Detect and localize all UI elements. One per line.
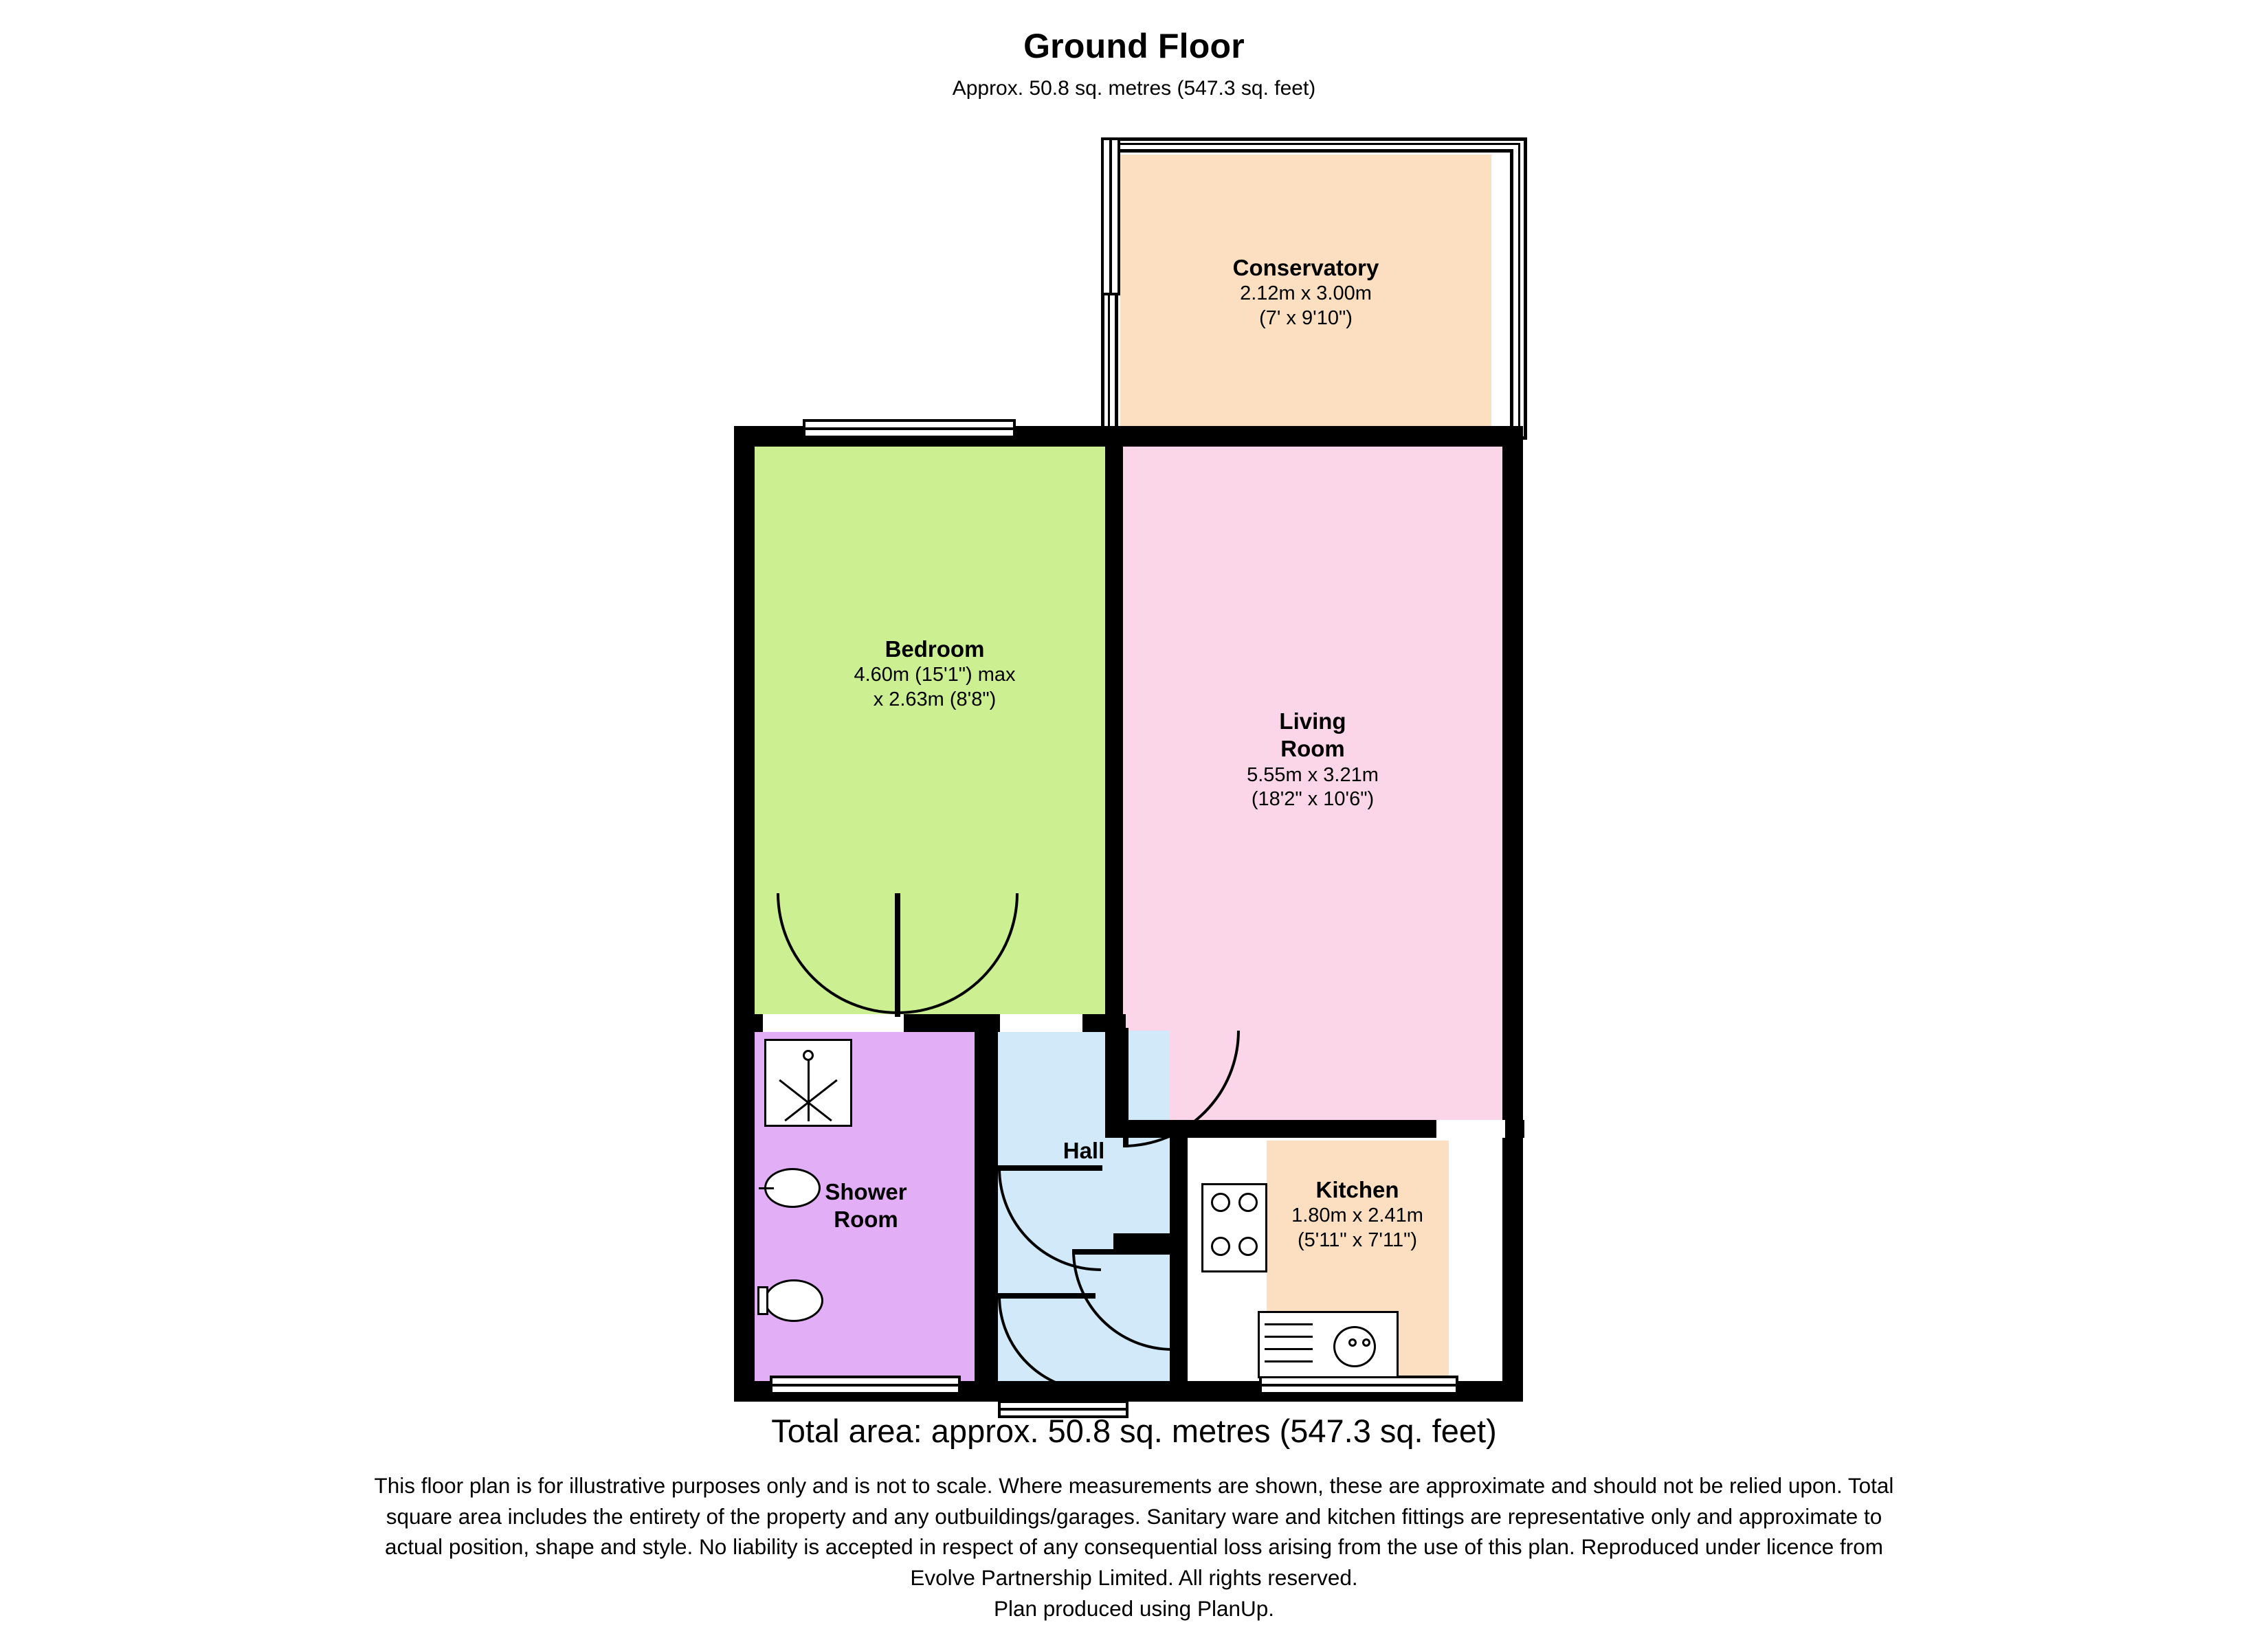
disclaimer-line-2: square area includes the entirety of the property and any outbuildings/garages. Sanitary ware and kitchen fittings are representative only and approximate to (386, 1503, 1882, 1529)
sink-bowl-icon (1333, 1326, 1376, 1367)
toilet-cistern-icon (757, 1286, 768, 1315)
page-title: Ground Floor (1023, 27, 1245, 65)
room-label-living-room: Living Room 5.55m x 3.21m (18'2" x 10'6") (1247, 708, 1379, 810)
hob-ring-3 (1211, 1237, 1230, 1256)
shower-head-icon (803, 1050, 814, 1061)
bedroom-doorway-gap-2 (1000, 1014, 1082, 1032)
room-label-kitchen: Kitchen 1.80m x 2.41m (5'11" x 7'11") (1291, 1177, 1423, 1251)
disclaimer-line-1: This floor plan is for illustrative purposes only and is not to scale. Where measurements are shown, these are approximate and should not be relied upon. Total (374, 1473, 1894, 1498)
wall-exterior-left (734, 426, 755, 1402)
door-leaf-shower (998, 1165, 1102, 1171)
wall-shower-hall-divider (975, 1014, 998, 1402)
sink-tap-icon-2 (1362, 1338, 1370, 1347)
door-leaf-entrance (998, 1293, 1096, 1299)
hob-ring-2 (1238, 1193, 1258, 1212)
door-leaf-hall-kitchen (1072, 1249, 1174, 1255)
washbasin-tap (759, 1187, 774, 1189)
window-conservatory-left (1101, 137, 1120, 295)
drainer-line-3 (1265, 1348, 1313, 1350)
room-label-shower-room: Shower Room (825, 1179, 907, 1233)
total-area-text: Total area: approx. 50.8 sq. metres (547.3 sq. feet) (771, 1413, 1497, 1449)
window-shower-rear (770, 1376, 961, 1395)
living-kitchen-opening (1436, 1120, 1505, 1138)
window-kitchen-rear (1259, 1376, 1458, 1395)
window-bedroom-front (803, 419, 1016, 438)
hob-ring-4 (1238, 1237, 1258, 1256)
door-leaf-living-hall (1123, 1028, 1129, 1147)
wall-living-top (1105, 426, 1523, 447)
shower-drain-line (808, 1059, 810, 1121)
disclaimer-line-4: Evolve Partnership Limited. All rights reserved. (910, 1565, 1358, 1591)
drainer-line-2 (1265, 1336, 1313, 1338)
toilet-bowl-icon (764, 1279, 823, 1322)
wall-exterior-right (1502, 426, 1523, 1402)
hob-icon (1201, 1183, 1267, 1272)
disclaimer-text (0, 1470, 2268, 1624)
wall-bedroom-living-divider (1105, 426, 1123, 1031)
sink-tap-icon (1348, 1338, 1357, 1347)
room-label-hall: Hall (1063, 1138, 1105, 1163)
room-label-conservatory: Conservatory 2.12m x 3.00m (7' x 9'10") (1232, 255, 1379, 329)
drainer-line-4 (1265, 1360, 1313, 1362)
hob-ring-1 (1211, 1193, 1230, 1212)
sink-unit-icon (1258, 1311, 1399, 1378)
disclaimer-line-5: Plan produced using PlanUp. (993, 1595, 1275, 1621)
wall-living-lower-left (1105, 1014, 1123, 1138)
disclaimer-line-3: actual position, shape and style. No liability is accepted in respect of any consequential loss arising from the use of this plan. Reproduced under licence from (385, 1534, 1883, 1560)
bedroom-doorway-gap (763, 1014, 904, 1032)
page-subtitle: Approx. 50.8 sq. metres (547.3 sq. feet) (952, 77, 1316, 100)
drainer-line-1 (1265, 1323, 1313, 1325)
room-label-bedroom: Bedroom 4.60m (15'1") max x 2.63m (8'8") (854, 636, 1016, 710)
